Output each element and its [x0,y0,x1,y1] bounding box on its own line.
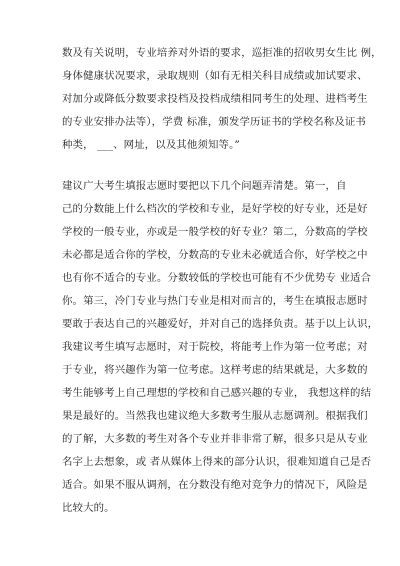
text-line: 我建议考生填写志愿时，对于院校，将能考上作为第一位考虑；对 [62,341,368,353]
text-line: 也有你不适合的专业。分数较低的学校也可能有不少优势专 业适合 [62,272,372,284]
text-line: 于专业，将兴趣作为第一位考虑。这样考虑的结果就是，大多数的 [62,364,368,376]
text-line: 建议广大考生填报志愿时要把以下几个问题弄清楚。第一，自 [62,180,347,192]
text-line: 要敢于表达自己的兴趣爱好，并对自己的选择负责。基于以上认识， [62,318,379,330]
text-line: 未必都是适合你的学校，分数高的专业未必就适合你，好学校之中 [62,249,368,261]
text-line: 考生能够考上自己理想的学校和自己感兴趣的专业， 我想这样的结 [62,387,372,399]
text-line: 己的分数能上什么档次的学校和专业，是好学校的好专业，还是好 [62,203,368,215]
text-line: 名字上去想象，或 者从媒体上得来的部分认识，很难知道自己是否 [62,456,372,468]
text-line: 的专业安排办法等），学费 标准，颁发学历证书的学校名称及证书 [62,116,366,128]
text-line: 对加分或降低分数要求投档及投档成绩相同考生的处理、进档考生 [62,93,368,105]
text-line: 数及有关说明，专业培养对外语的要求，巡拒准的招收男女生比 例， [62,47,382,59]
text-line: 果是最好的。当然我也建议绝大多数考生服从志愿调剂。根据我们 [62,410,368,422]
text-line: 你。第三，冷门专业与热门专业是相对而言的，考生在填报志愿时 [62,295,368,307]
text-line: 的了解，大多数的考生对各个专业并非非常了解，很多只是从专业 [62,433,368,445]
text-line: 种类， ___、网址，以及其他须知等。” [62,139,240,151]
text-line: 适合。如果不服从调剂，在分数没有绝对竞争力的情况下，风险是 [62,479,368,491]
text-line: 学校的一般专业，亦或是一般学校的好专业？第二，分数高的学校 [62,226,368,238]
text-line: 比较大的。 [62,502,115,514]
text-line: 身体健康状况要求，录取规则（如有无相关科目成绩或加试要求、 [62,70,368,82]
